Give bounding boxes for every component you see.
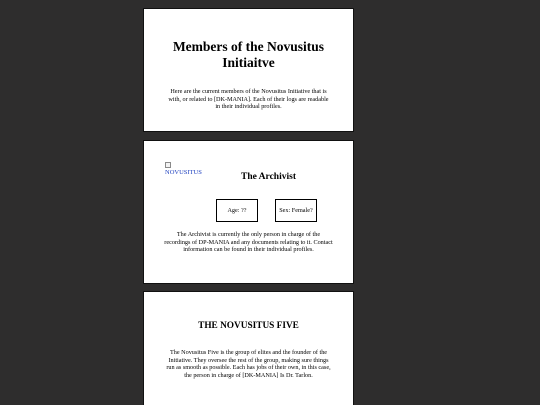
novusitus-five-title: THE NOVUSITUS FIVE bbox=[198, 321, 299, 331]
archivist-age: Age: ?? bbox=[227, 207, 247, 214]
archivist-image-alt: NOVUSITUS bbox=[165, 168, 202, 176]
archivist-age-box bbox=[216, 199, 258, 222]
intro-card bbox=[143, 8, 354, 132]
novusitus-five-description: The Novusitus Five is the group of elites and the founder of the Initiative. They oversee the rest of the group, making sure things run as smooth as possible. Each has jobs of their own, in this case, the person in charge of [DK-MANIA] Is Dr. Tarlon. bbox=[166, 349, 331, 379]
page-title: Members of the Novusitus Initiaitve bbox=[172, 39, 325, 70]
archivist-card bbox=[143, 140, 354, 284]
broken-image-icon bbox=[165, 162, 171, 168]
intro-description: Here are the current members of the Novusitus Initiative that is with, or related to [DK-MANIA]. Each of their logs are readable in their individual profiles. bbox=[168, 88, 329, 111]
archivist-sex: Sex: Female? bbox=[279, 207, 313, 214]
archivist-sex-box bbox=[275, 199, 317, 222]
novusitus-five-card bbox=[143, 291, 354, 405]
archivist-description: The Archivist is currently the only person in charge of the recordings of DP-MANIA and any documents relating to it. Contact information can be found in their individual profiles. bbox=[164, 231, 333, 254]
archivist-name: The Archivist bbox=[241, 172, 296, 182]
